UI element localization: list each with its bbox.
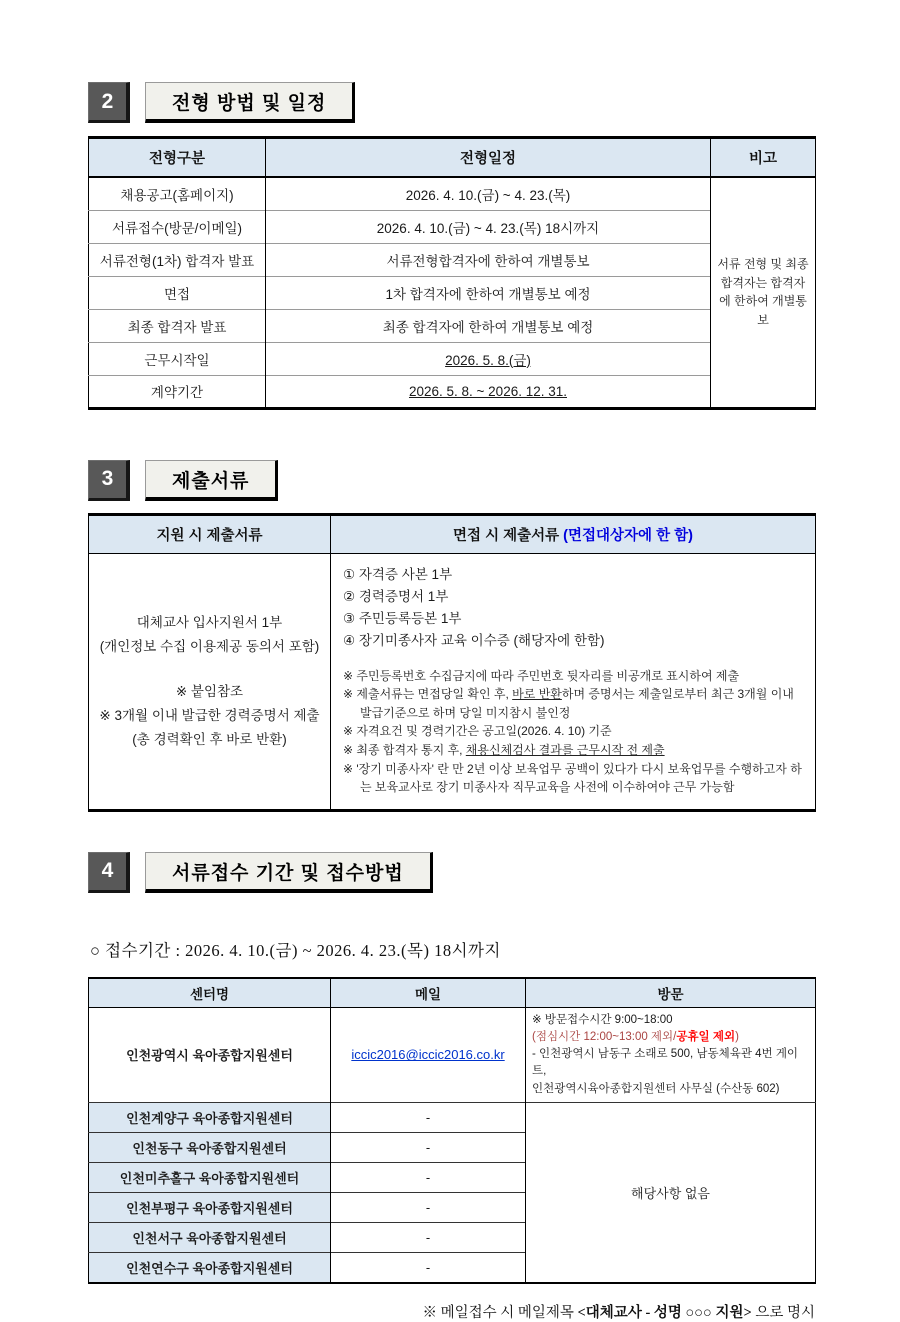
note-text: ※ 제출서류는 면접당일 확인 후, — [343, 687, 513, 702]
section-title: 제출서류 — [145, 460, 278, 501]
center-name: 인천부평구 육아종합지원센터 — [89, 1192, 331, 1222]
underlined-text: 채용신체검사 결과를 근무시작 전 제출 — [465, 742, 665, 757]
table-row — [89, 276, 816, 309]
section-number-badge: 3 — [88, 460, 130, 501]
reception-period-line — [90, 937, 815, 961]
table-row — [89, 553, 816, 810]
email-cell: - — [331, 1102, 526, 1132]
visit-address: 인천광역시육아종합지원센터 사무실 (수산동 602) — [532, 1082, 780, 1095]
row-label: 서류접수(방문/이메일) — [89, 210, 266, 243]
documents-table — [88, 513, 816, 812]
table-row — [89, 1102, 816, 1132]
visit-text: (점심시간 12:00~13:00 제외/ — [532, 1030, 677, 1043]
mail-subject-note — [88, 1301, 815, 1322]
doc-line: 대체교사 입사지원서 1부 — [136, 615, 283, 631]
center-name: 인천서구 육아종합지원센터 — [89, 1222, 331, 1252]
email-cell: - — [331, 1252, 526, 1283]
note-line — [343, 685, 805, 722]
row-label: 서류전형(1차) 합격자 발표 — [89, 243, 266, 276]
list-item: ④ 장기미종사자 교육 이수증 (해당자에 한함) — [343, 633, 605, 649]
note-line: ※ 주민등록번호 수집금지에 따라 주민번호 뒷자리를 비공개로 표시하여 제출 — [343, 668, 740, 683]
note-line: ※ 자격요건 및 경력기간은 공고일(2026. 4. 10) 기준 — [343, 724, 612, 739]
footer-bold-text: <대체교사 - 성명 ○○○ 지원> — [577, 1304, 752, 1321]
visit-text: ) — [735, 1030, 739, 1043]
visit-address: - 인천광역시 남동구 소래로 500, 남동체육관 4번 게이트, — [532, 1048, 799, 1078]
document-list — [343, 564, 805, 653]
doc-note: (총 경력확인 후 바로 반환) — [132, 731, 287, 747]
row-value: 1차 합격자에 한하여 개별통보 예정 — [266, 276, 711, 309]
spacer — [93, 658, 326, 680]
column-header — [331, 514, 816, 553]
header-text: 면접 시 제출서류 — [453, 527, 564, 544]
column-header: 전형구분 — [89, 138, 266, 178]
circle-bullet-icon: ○ — [90, 940, 101, 960]
header-blue-note: (면접대상자에 한 함) — [563, 527, 693, 544]
email-cell: - — [331, 1192, 526, 1222]
remark-cell: 서류 전형 및 최종합격자는 합격자에 한하여 개별통보 — [711, 177, 816, 408]
table-row — [89, 309, 816, 342]
section-3-header — [88, 460, 815, 501]
underlined-text: 바로 반환 — [512, 687, 562, 702]
section-number-badge: 2 — [88, 82, 130, 123]
table-row — [89, 177, 816, 210]
section-title: 서류접수 기간 및 접수방법 — [145, 852, 433, 893]
center-name: 인천미추홀구 육아종합지원센터 — [89, 1162, 331, 1192]
doc-line: (개인정보 수집 이용제공 동의서 포함) — [99, 638, 320, 654]
row-value: 서류전형합격자에 한하여 개별통보 — [266, 243, 711, 276]
table-header-row — [89, 514, 816, 553]
email-cell: - — [331, 1162, 526, 1192]
note-line — [343, 741, 805, 760]
row-label: 면접 — [89, 276, 266, 309]
note-text: 하며 증명서는 제출일로부터 최근 3개월 이내 발급기준으로 하며 당일 미지참시 불인정 — [360, 687, 794, 720]
column-header: 센터명 — [89, 978, 331, 1008]
row-value: 2026. 5. 8. ~ 2026. 12. 31. — [266, 375, 711, 408]
list-item: ② 경력증명서 1부 — [343, 588, 449, 604]
holiday-excluded-text: 공휴일 제외 — [676, 1030, 736, 1043]
row-value: 2026. 4. 10.(금) ~ 4. 23.(목) 18시까지 — [266, 210, 711, 243]
note-text: ※ 최종 합격자 통지 후, — [343, 742, 466, 757]
table-header-row — [89, 978, 816, 1008]
column-header: 방문 — [526, 978, 816, 1008]
row-label: 계약기간 — [89, 375, 266, 408]
section-title: 전형 방법 및 일정 — [145, 82, 355, 123]
table-row — [89, 342, 816, 375]
document-page — [88, 82, 815, 1322]
column-header: 전형일정 — [266, 138, 711, 178]
section-number-badge: 4 — [88, 852, 130, 893]
table-header-row — [89, 138, 816, 178]
visit-hours: ※ 방문접수시간 9:00~18:00 — [532, 1013, 673, 1026]
interview-documents-cell — [331, 553, 816, 810]
email-cell: - — [331, 1132, 526, 1162]
doc-note: ※ 붙임참조 — [175, 684, 244, 700]
center-name: 인천계양구 육아종합지원센터 — [89, 1102, 331, 1132]
application-documents-cell — [89, 553, 331, 810]
notes-block — [343, 667, 805, 797]
email-cell: - — [331, 1222, 526, 1252]
section-4-header — [88, 852, 815, 893]
center-name: 인천연수구 육아종합지원센터 — [89, 1252, 331, 1283]
center-name: 인천광역시 육아종합지원센터 — [89, 1007, 331, 1102]
note-line: ※ '장기 미종사자' 란 만 2년 이상 보육업무 공백이 있다가 다시 보육업무를 수행하고자 하는 보육교사로 장기 미종사자 직무교육을 사전에 이수하여야 근무 가능함 — [343, 761, 802, 795]
list-item: ① 자격증 사본 1부 — [343, 566, 453, 582]
doc-note: ※ 3개월 이내 발급한 경력증명서 제출 — [99, 707, 320, 723]
row-label: 근무시작일 — [89, 342, 266, 375]
center-name: 인천동구 육아종합지원센터 — [89, 1132, 331, 1162]
column-header: 메일 — [331, 978, 526, 1008]
visit-merged-cell: 해당사항 없음 — [526, 1102, 816, 1283]
list-item: ③ 주민등록등본 1부 — [343, 611, 462, 627]
visit-info-cell — [526, 1007, 816, 1102]
schedule-table — [88, 136, 816, 410]
footer-text: 으로 명시 — [751, 1304, 815, 1321]
email-link[interactable]: iccic2016@iccic2016.co.kr — [351, 1047, 505, 1063]
column-header: 비고 — [711, 138, 816, 178]
centers-table — [88, 977, 816, 1284]
row-label: 채용공고(홈페이지) — [89, 177, 266, 210]
table-row — [89, 210, 816, 243]
reception-period-text: 접수기간 : 2026. 4. 10.(금) ~ 2026. 4. 23.(목) 18시까지 — [105, 940, 501, 960]
footer-text: ※ 메일접수 시 메일제목 — [422, 1304, 578, 1321]
row-value: 2026. 5. 8.(금) — [266, 342, 711, 375]
row-label: 최종 합격자 발표 — [89, 309, 266, 342]
section-2-header — [88, 82, 815, 123]
table-row — [89, 375, 816, 408]
row-value: 2026. 4. 10.(금) ~ 4. 23.(목) — [266, 177, 711, 210]
visit-exclusions — [532, 1029, 809, 1046]
column-header: 지원 시 제출서류 — [89, 514, 331, 553]
row-value: 최종 합격자에 한하여 개별통보 예정 — [266, 309, 711, 342]
table-row — [89, 1007, 816, 1102]
table-row — [89, 243, 816, 276]
email-cell — [331, 1007, 526, 1102]
